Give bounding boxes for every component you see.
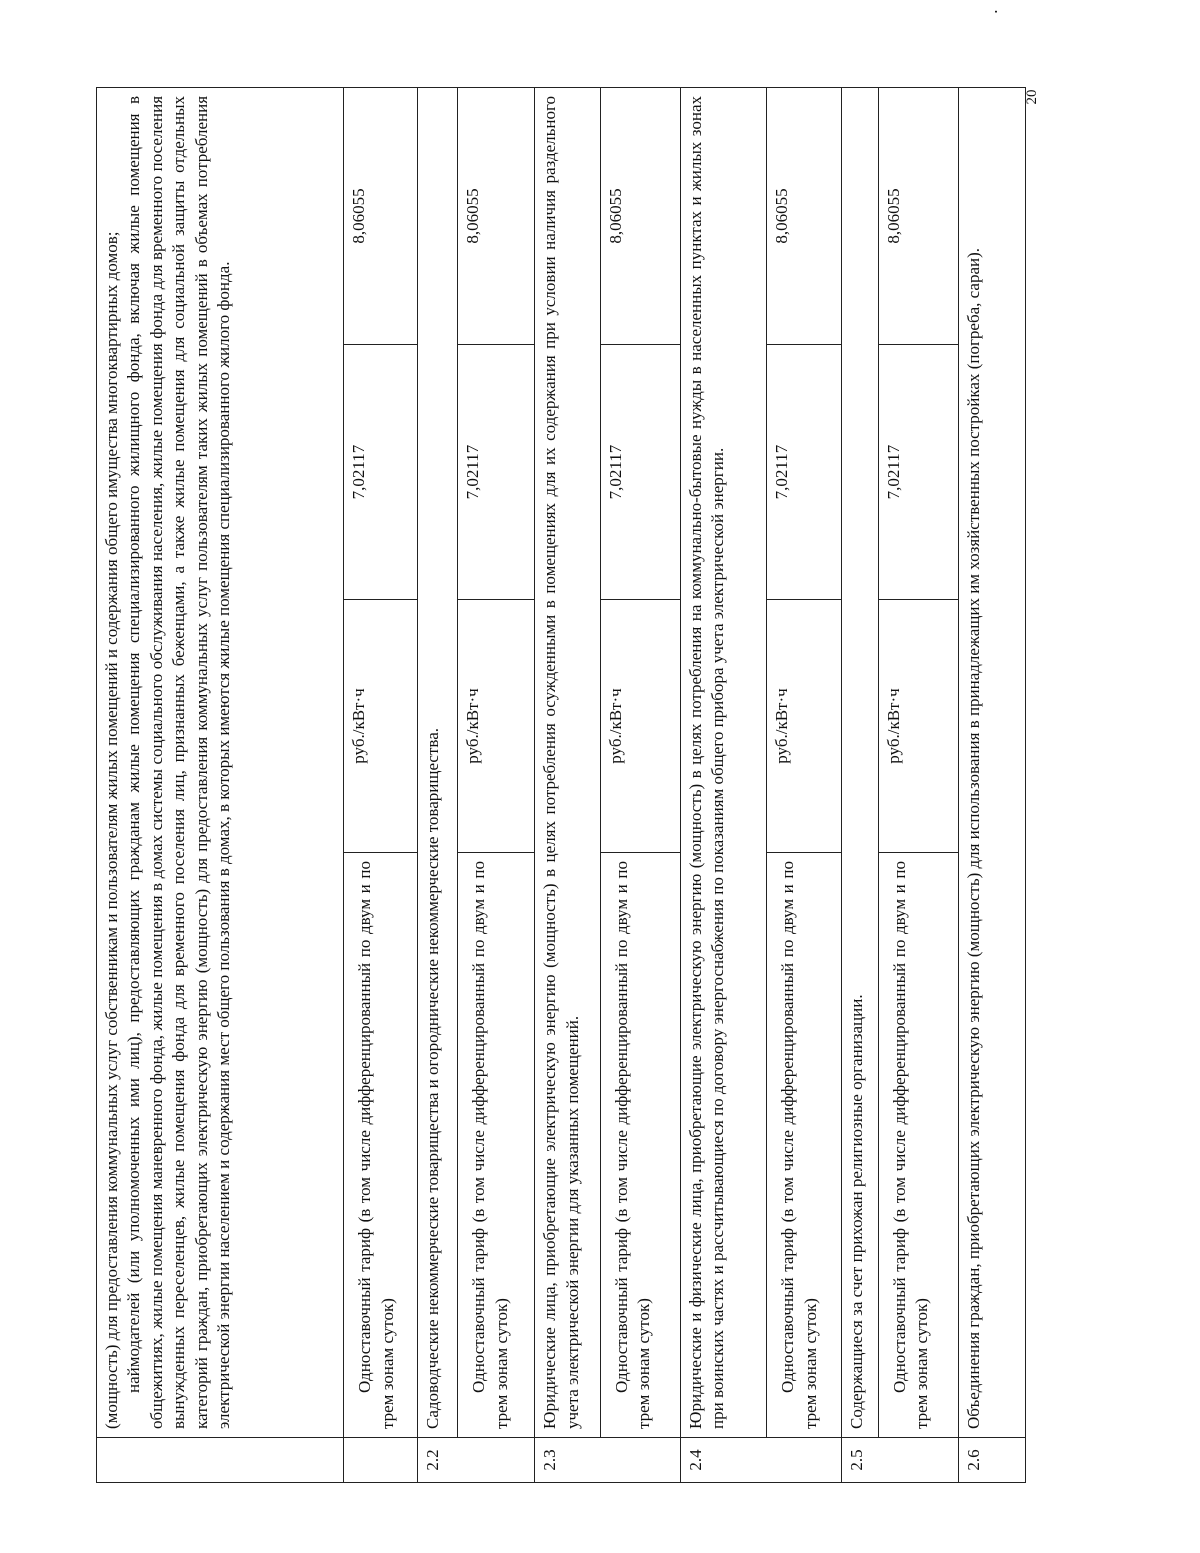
section-title-cell: Содержащиеся за счет прихожан религиозные организации. bbox=[842, 87, 878, 1437]
section-title-cell: Юридические лица, приобретающие электрическую энергию (мощность) в целях потребления осужденными в помещениях для их содержания при условии наличия раздельного учета электрической энергии для указанных помещений. bbox=[535, 87, 601, 1437]
table-row bbox=[535, 87, 601, 1482]
table-row bbox=[959, 87, 1026, 1482]
unit-cell: руб./кВт·ч bbox=[344, 600, 418, 853]
value-cell-1: 7,02117 bbox=[458, 345, 535, 600]
intro-text-cell bbox=[97, 87, 344, 1437]
table-row bbox=[878, 87, 959, 1482]
unit-cell: руб./кВт·ч bbox=[600, 600, 680, 853]
table-row bbox=[600, 87, 680, 1482]
section-title-cell: Юридические и физические лица, приобретающие электрическую энергию (мощность) в целях потребления на коммунально-бытовые нужды в населенных пунктах и жилых зонах при воинских частях и рассчитывающиеся по договору энергоснабжения по показаниям общего прибора учета электрической энергии. bbox=[680, 87, 767, 1437]
table-row bbox=[97, 87, 344, 1482]
value-cell-1: 7,02117 bbox=[767, 345, 842, 600]
intro-paragraph-1: (мощность) для предоставления коммунальных услуг собственникам и пользователям жилых помещений и содержания общего имущества многоквартирных домов; bbox=[102, 231, 121, 1429]
value-cell-1: 7,02117 bbox=[600, 345, 680, 600]
row-number-2-2: 2.2 bbox=[418, 1438, 535, 1483]
value-cell-2: 8,06055 bbox=[458, 87, 535, 344]
rotated-page-content bbox=[96, 9, 1026, 1483]
stray-mark: . bbox=[982, 9, 1002, 14]
value-cell-2: 8,06055 bbox=[767, 87, 842, 344]
row-number-2-5: 2.5 bbox=[842, 1438, 959, 1483]
tariff-name-cell: Одноставочный тариф (в том числе дифференцированный по двум и по трем зонам суток) bbox=[344, 853, 418, 1438]
value-cell-2: 8,06055 bbox=[600, 87, 680, 344]
unit-cell: руб./кВт·ч bbox=[878, 600, 959, 853]
unit-cell: руб./кВт·ч bbox=[767, 600, 842, 853]
table-row bbox=[418, 87, 458, 1482]
row-number-2-4: 2.4 bbox=[680, 1438, 842, 1483]
tariff-name-cell: Одноставочный тариф (в том числе дифференцированный по двум и по трем зонам суток) bbox=[458, 853, 535, 1438]
tariff-name-cell: Одноставочный тариф (в том числе дифференцированный по двум и по трем зонам суток) bbox=[878, 853, 959, 1438]
tariff-name-cell: Одноставочный тариф (в том числе дифференцированный по двум и по трем зонам суток) bbox=[767, 853, 842, 1438]
row-number-cell bbox=[344, 1438, 418, 1483]
page-number: 20 bbox=[1024, 89, 1040, 105]
row-number-cell bbox=[97, 1438, 344, 1483]
section-title-cell: Садоводческие некоммерческие товарищества и огороднические некоммерческие товарищества. bbox=[418, 87, 458, 1437]
section-title-cell: Объединения граждан, приобретающих электрическую энергию (мощность) для использования в принадлежащих им хозяйственных постройках (погреба, сараи). . bbox=[959, 87, 1026, 1437]
row-number-2-6: 2.6 bbox=[959, 1438, 1026, 1483]
intro-paragraph-2: наймодателей (или уполномоченных ими лиц), предоставляющих гражданам жилые помещения специализированного жилищного фонда, включая жилые помещения в общежитиях, жилые помещения маневренного фонда, жилые помещения в домах системы социального обслуживания населения, жилые помещения фонда для временного поселения вынужденных переселенцев, жилые помещения фонда для временного поселения лиц, признанных беженцами, а также жилые помещения для социальной защиты отдельных категорий граждан, приобретающих электрическую энергию (мощность) для предоставления коммунальных услуг пользователям таких жилых помещений в объемах потребления электрической энергии населением и содержания мест общего пользования в домах, в которых имеются жилые помещения специализированного жилого фонда. bbox=[124, 95, 234, 1429]
value-cell-2: 8,06055 bbox=[344, 87, 418, 344]
value-cell-1: 7,02117 bbox=[344, 345, 418, 600]
table-row bbox=[767, 87, 842, 1482]
table-row bbox=[680, 87, 767, 1482]
row-number-2-3: 2.3 bbox=[535, 1438, 680, 1483]
tariff-name-cell: Одноставочный тариф (в том числе дифференцированный по двум и по трем зонам суток) bbox=[600, 853, 680, 1438]
table-row bbox=[458, 87, 535, 1482]
tariff-table bbox=[96, 9, 1026, 1483]
value-cell-2: 8,06055 bbox=[878, 87, 959, 344]
value-cell-1: 7,02117 bbox=[878, 345, 959, 600]
table-row bbox=[344, 87, 418, 1482]
table-row bbox=[842, 87, 878, 1482]
unit-cell: руб./кВт·ч bbox=[458, 600, 535, 853]
